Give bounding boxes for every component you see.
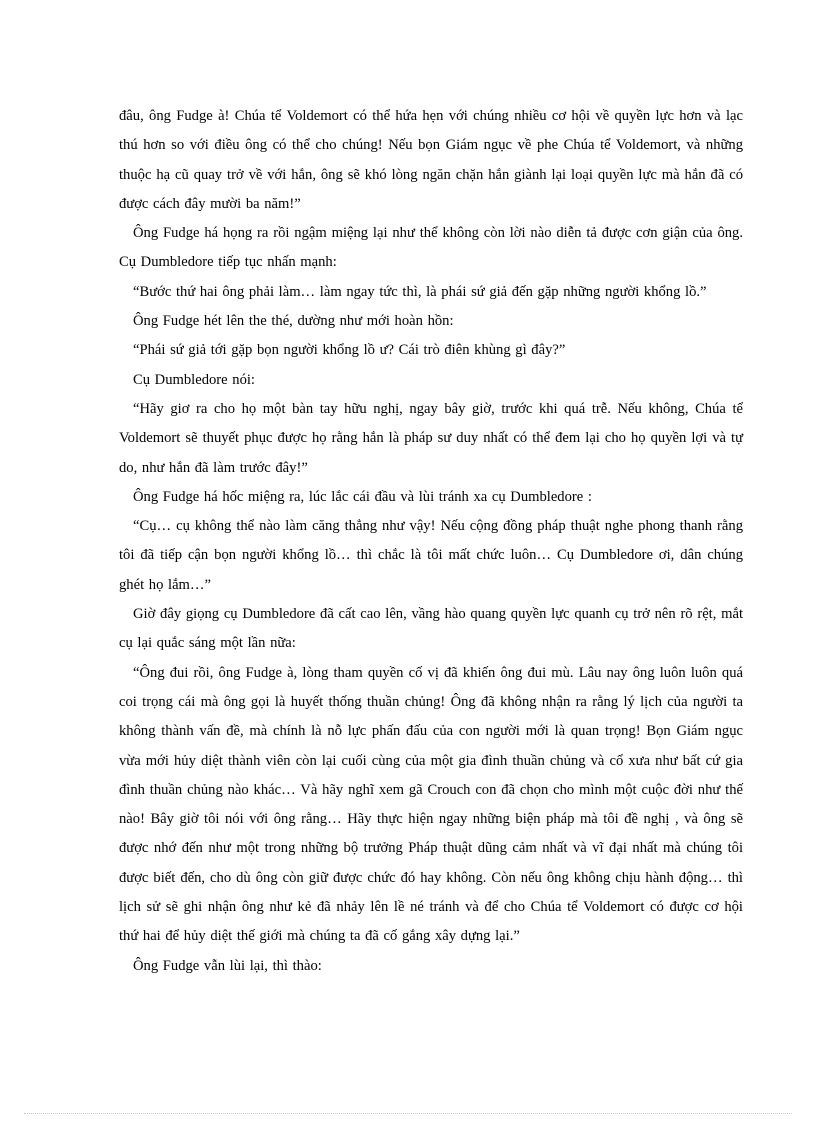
body-text	[119, 102, 743, 981]
paragraph: “Phái sứ giả tới gặp bọn người khổng lồ ư? Cái trò điên khùng gì đây?”	[133, 342, 566, 359]
paragraph: “Hãy giơ ra cho họ một bàn tay hữu nghị, ngay bây giờ, trước khi quá trễ. Nếu không, Chúa tể Voldemort sẽ thuyết phục được họ rằng hắn là pháp sư duy nhất có thể đem lại cho họ quyền lợi và tự do, như hắn đã làm trước đây!”	[119, 400, 743, 476]
paragraph: Giờ đây giọng cụ Dumbledore đã cất cao lên, vầng hào quang quyền lực quanh cụ trở nên rõ rệt, mắt cụ lại quắc sáng một lần nữa:	[119, 606, 743, 652]
paragraph: Ông Fudge hét lên the thé, dường như mới hoàn hồn:	[133, 313, 454, 330]
paragraph: “Ông đui rồi, ông Fudge à, lòng tham quyền cố vị đã khiến ông đui mù. Lâu nay ông luôn luôn quá coi trọng cái mà ông gọi là huyết thống thuần chủng! Ông đã không nhận ra rằng lý lịch của người ta không thành vấn đề, mà chính là nỗ lực phấn đấu của con người mới là quan trọng! Bọn Giám ngục vừa mới hủy diệt thành viên còn lại cuối cùng của một gia đình thuần chủng và cổ xưa như bất cứ gia đình thuần chủng nào khác… Và hãy nghĩ xem gã Crouch con đã chọn cho mình một cuộc đời như thế nào! Bây giờ tôi nói với ông rằng… Hãy thực hiện ngay những biện pháp mà tôi đề nghị , và ông sẽ được nhớ đến như một trong những bộ trưởng Pháp thuật dũng cảm nhất và vĩ đại nhất mà chúng tôi được biết đến, cho dù ông còn giữ được chức đó hay không. Còn nếu ông không chịu hành động… thì lịch sử sẽ ghi nhận ông như kẻ đã nhảy lên lề né tránh và để cho Chúa tể Voldemort có được cơ hội thứ hai để hủy diệt thế giới mà chúng ta đã cố gắng xây dựng lại.”	[119, 664, 743, 945]
paragraph: “Cụ… cụ không thể nào làm căng thẳng như vậy! Nếu cộng đồng pháp thuật nghe phong thanh rằng tôi đã tiếp cận bọn người khổng lồ… thì chắc là tôi mất chức luôn… Cụ Dumbledore ơi, dân chúng ghét họ lắm…”	[119, 518, 743, 593]
paragraph: Ông Fudge vẫn lùi lại, thì thào:	[133, 957, 322, 974]
paragraph: “Bước thứ hai ông phải làm… làm ngay tức thì, là phái sứ giả đến gặp những người khổng lồ.”	[133, 283, 707, 300]
paragraph: Ông Fudge há hốc miệng ra, lúc lắc cái đầu và lùi tránh xa cụ Dumbledore :	[133, 488, 592, 505]
paragraph: Cụ Dumbledore nói:	[133, 371, 255, 388]
paragraph: Ông Fudge há họng ra rồi ngậm miệng lại như thể không còn lời nào diễn tả được cơn giận của ông. Cụ Dumbledore tiếp tục nhấn mạnh:	[119, 225, 743, 271]
paragraph-continued: đâu, ông Fudge à! Chúa tể Voldemort có thể hứa hẹn với chúng nhiều cơ hội về quyền lực hơn và lạc thú hơn so với điều ông có thể cho chúng! Nếu bọn Giám ngục về phe Chúa tể Voldemort, và những thuộc hạ cũ quay trở về với hắn, ông sẽ khó lòng ngăn chặn hắn giành lại loại quyền lực mà hắn đã có được cách đây mười ba năm!”	[119, 108, 743, 212]
page-bottom-divider	[24, 1113, 792, 1114]
